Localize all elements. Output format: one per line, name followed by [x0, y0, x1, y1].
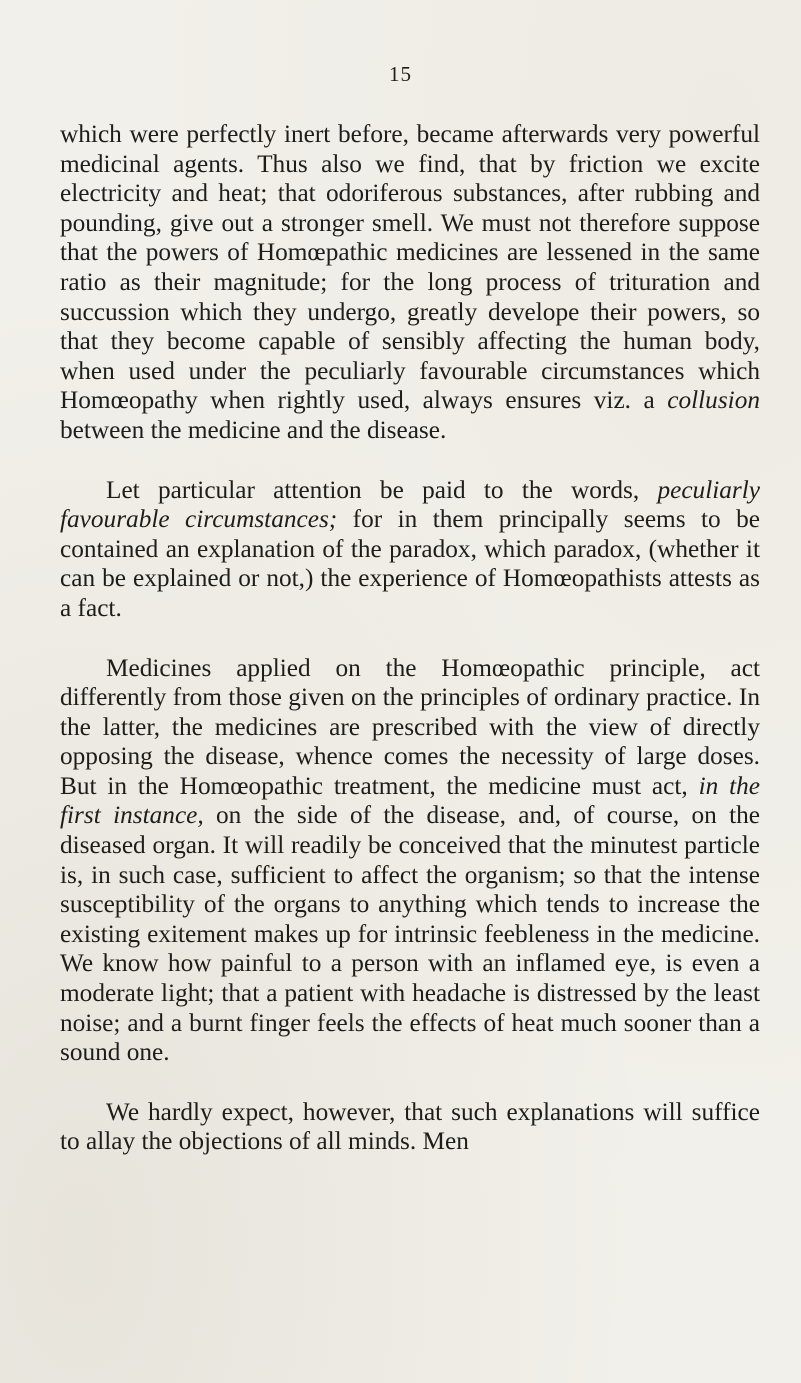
paragraph-1-text-2: between the medicine and the disease. — [60, 415, 447, 444]
paragraph-2-text-2: for in them principally seems to be contained an explanation of the paradox, which paradox, (whether it can be explained or not,) the experience of Homœopathists attests as a fact. — [60, 505, 760, 622]
paragraph-4 — [60, 1098, 760, 1157]
paragraph-4-text-1: We hardly expect, however, that such explanations will suffice to allay the objections of all minds. Men — [60, 1097, 760, 1156]
body-text — [60, 120, 760, 1157]
paragraph-2-text-1: Let particular attention be paid to the words, — [106, 475, 658, 504]
paragraph-3-text-1: Medicines applied on the Homœopathic principle, act differently from those given on the principles of ordinary practice. In the latter, the medicines are prescribed with the view of directly opposing the disease, whence comes the necessity of large doses. But in the Homœopathic treatment, the medicine must act, — [60, 653, 760, 800]
paragraph-1-text-1: which were perfectly inert before, became afterwards very powerful medicinal agents. Thus also we find, that by friction we excite electricity and heat; that odoriferous substances, after rubbing and pounding, give out a stronger smell. We must not therefore suppose that the powers of Homœpathic medicines are lessened in the same ratio as their magnitude; for the long process of trituration and succussion which they undergo, greatly develope their powers, so that they become capable of sensibly affecting the human body, when used under the peculiarly favourable circumstances which Homœopathy when rightly used, always ensures viz. a — [60, 120, 760, 415]
paragraph-3-italic-phrase: in the first instance, — [60, 771, 760, 830]
paragraph-3 — [60, 654, 760, 1068]
paragraph-1-italic-collusion: collusion — [667, 386, 760, 415]
paragraph-1 — [60, 120, 760, 446]
paragraph-2-italic-phrase: peculiarly favourable circumstances; — [60, 475, 760, 534]
paragraph-3-text-2: on the side of the disease, and, of course, on the diseased organ. It will readily be conceived that the minutest particle is, in such case, sufficient to affect the organism; so that the intense susceptibility of the organs to anything which tends to increase the existing exitement makes up for intrinsic feebleness in the medicine. We know how painful to a person with an inflamed eye, is even a moderate light; that a patient with headache is distressed by the least noise; and a burnt finger feels the effects of heat much sooner than a sound one. — [60, 801, 760, 1067]
page-number: 15 — [389, 62, 412, 86]
paragraph-2 — [60, 476, 760, 624]
